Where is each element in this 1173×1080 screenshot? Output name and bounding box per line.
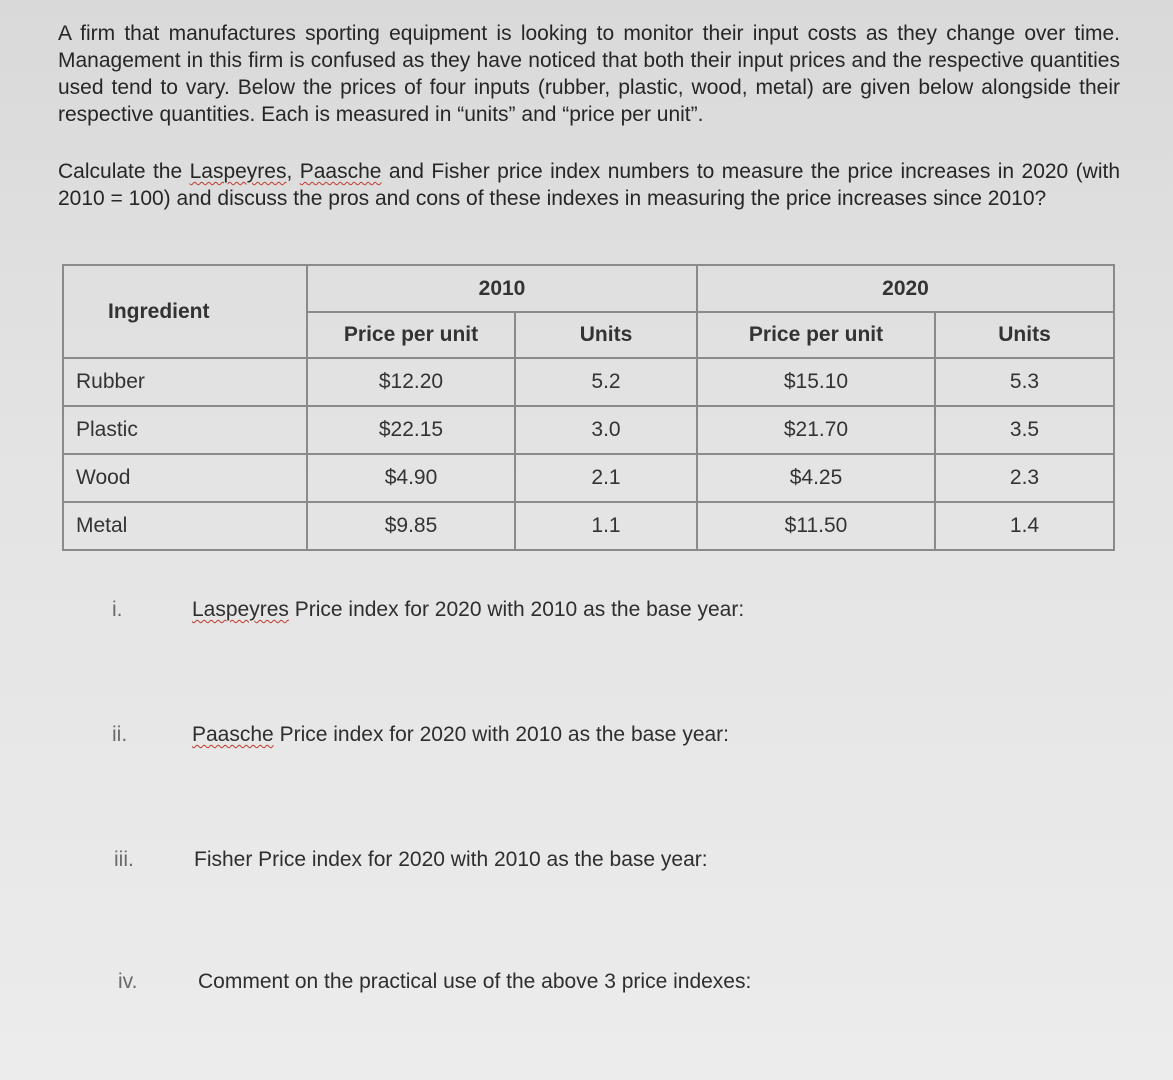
question-text — [192, 723, 729, 747]
question-laspeyres-word: Laspeyres — [192, 598, 289, 621]
table-row — [63, 406, 1114, 454]
task-text-2: , — [286, 160, 300, 183]
table-row — [63, 502, 1114, 550]
price-2010: $22.15 — [307, 406, 515, 454]
question-text: Comment on the practical use of the above 3 price indexes: — [198, 970, 752, 993]
units-2010: 5.2 — [515, 358, 697, 406]
task-laspeyres-word: Laspeyres — [189, 160, 287, 183]
input-cost-table — [62, 264, 1115, 551]
price-2020: $15.10 — [697, 358, 935, 406]
task-paasche-word: Paasche — [299, 160, 382, 183]
table-row — [63, 358, 1114, 406]
units-2020: 1.4 — [935, 502, 1114, 550]
price-2010: $12.20 — [307, 358, 515, 406]
question-number: ii. — [112, 723, 128, 746]
price-2010: $4.90 — [307, 454, 515, 502]
year-2010-header: 2010 — [307, 265, 697, 312]
task-paragraph — [58, 158, 1120, 212]
price-2020: $11.50 — [697, 502, 935, 550]
question-number: iv. — [118, 970, 138, 993]
ingredient-name: Metal — [63, 502, 307, 550]
intro-paragraph: A firm that manufactures sporting equipment is looking to monitor their input costs as they change over time. Management in this firm is confused as they have noticed that both their input prices and the respective quantities used tend to vary. Below the prices of four inputs (rubber, plastic, wood, metal) are given below alongside their respective quantities. Each is measured in “units” and “price per unit”. — [58, 22, 1120, 126]
task-text-1: Calculate the — [58, 160, 190, 183]
price-2020: $4.25 — [697, 454, 935, 502]
price-2020-header: Price per unit — [697, 312, 935, 358]
ingredient-name: Rubber — [63, 358, 307, 406]
question-text: Fisher Price index for 2020 with 2010 as the base year: — [194, 848, 708, 871]
ingredient-header: Ingredient — [63, 265, 307, 358]
question-number: iii. — [114, 848, 134, 871]
question-text-rest: Price index for 2020 with 2010 as the base year: — [273, 723, 730, 746]
ingredient-name: Wood — [63, 454, 307, 502]
units-2020: 5.3 — [935, 358, 1114, 406]
question-number: i. — [112, 598, 123, 621]
task-text-3: and Fisher price index numbers to measure the price increases in 2020 (with 2010 = 100) and discuss the pros and cons of these indexes in measuring the price increases since 2010? — [58, 160, 1120, 210]
price-2010-header: Price per unit — [307, 312, 515, 358]
question-text — [192, 598, 744, 622]
year-2020-header: 2020 — [697, 265, 1114, 312]
units-2020: 2.3 — [935, 454, 1114, 502]
price-2020: $21.70 — [697, 406, 935, 454]
ingredient-name: Plastic — [63, 406, 307, 454]
units-2010: 1.1 — [515, 502, 697, 550]
units-2020: 3.5 — [935, 406, 1114, 454]
units-2010: 3.0 — [515, 406, 697, 454]
price-2010: $9.85 — [307, 502, 515, 550]
question-paasche-word: Paasche — [192, 723, 274, 746]
question-text-rest: Price index for 2020 with 2010 as the base year: — [288, 598, 745, 621]
units-2010-header: Units — [515, 312, 697, 358]
units-2020-header: Units — [935, 312, 1114, 358]
table-row — [63, 454, 1114, 502]
units-2010: 2.1 — [515, 454, 697, 502]
